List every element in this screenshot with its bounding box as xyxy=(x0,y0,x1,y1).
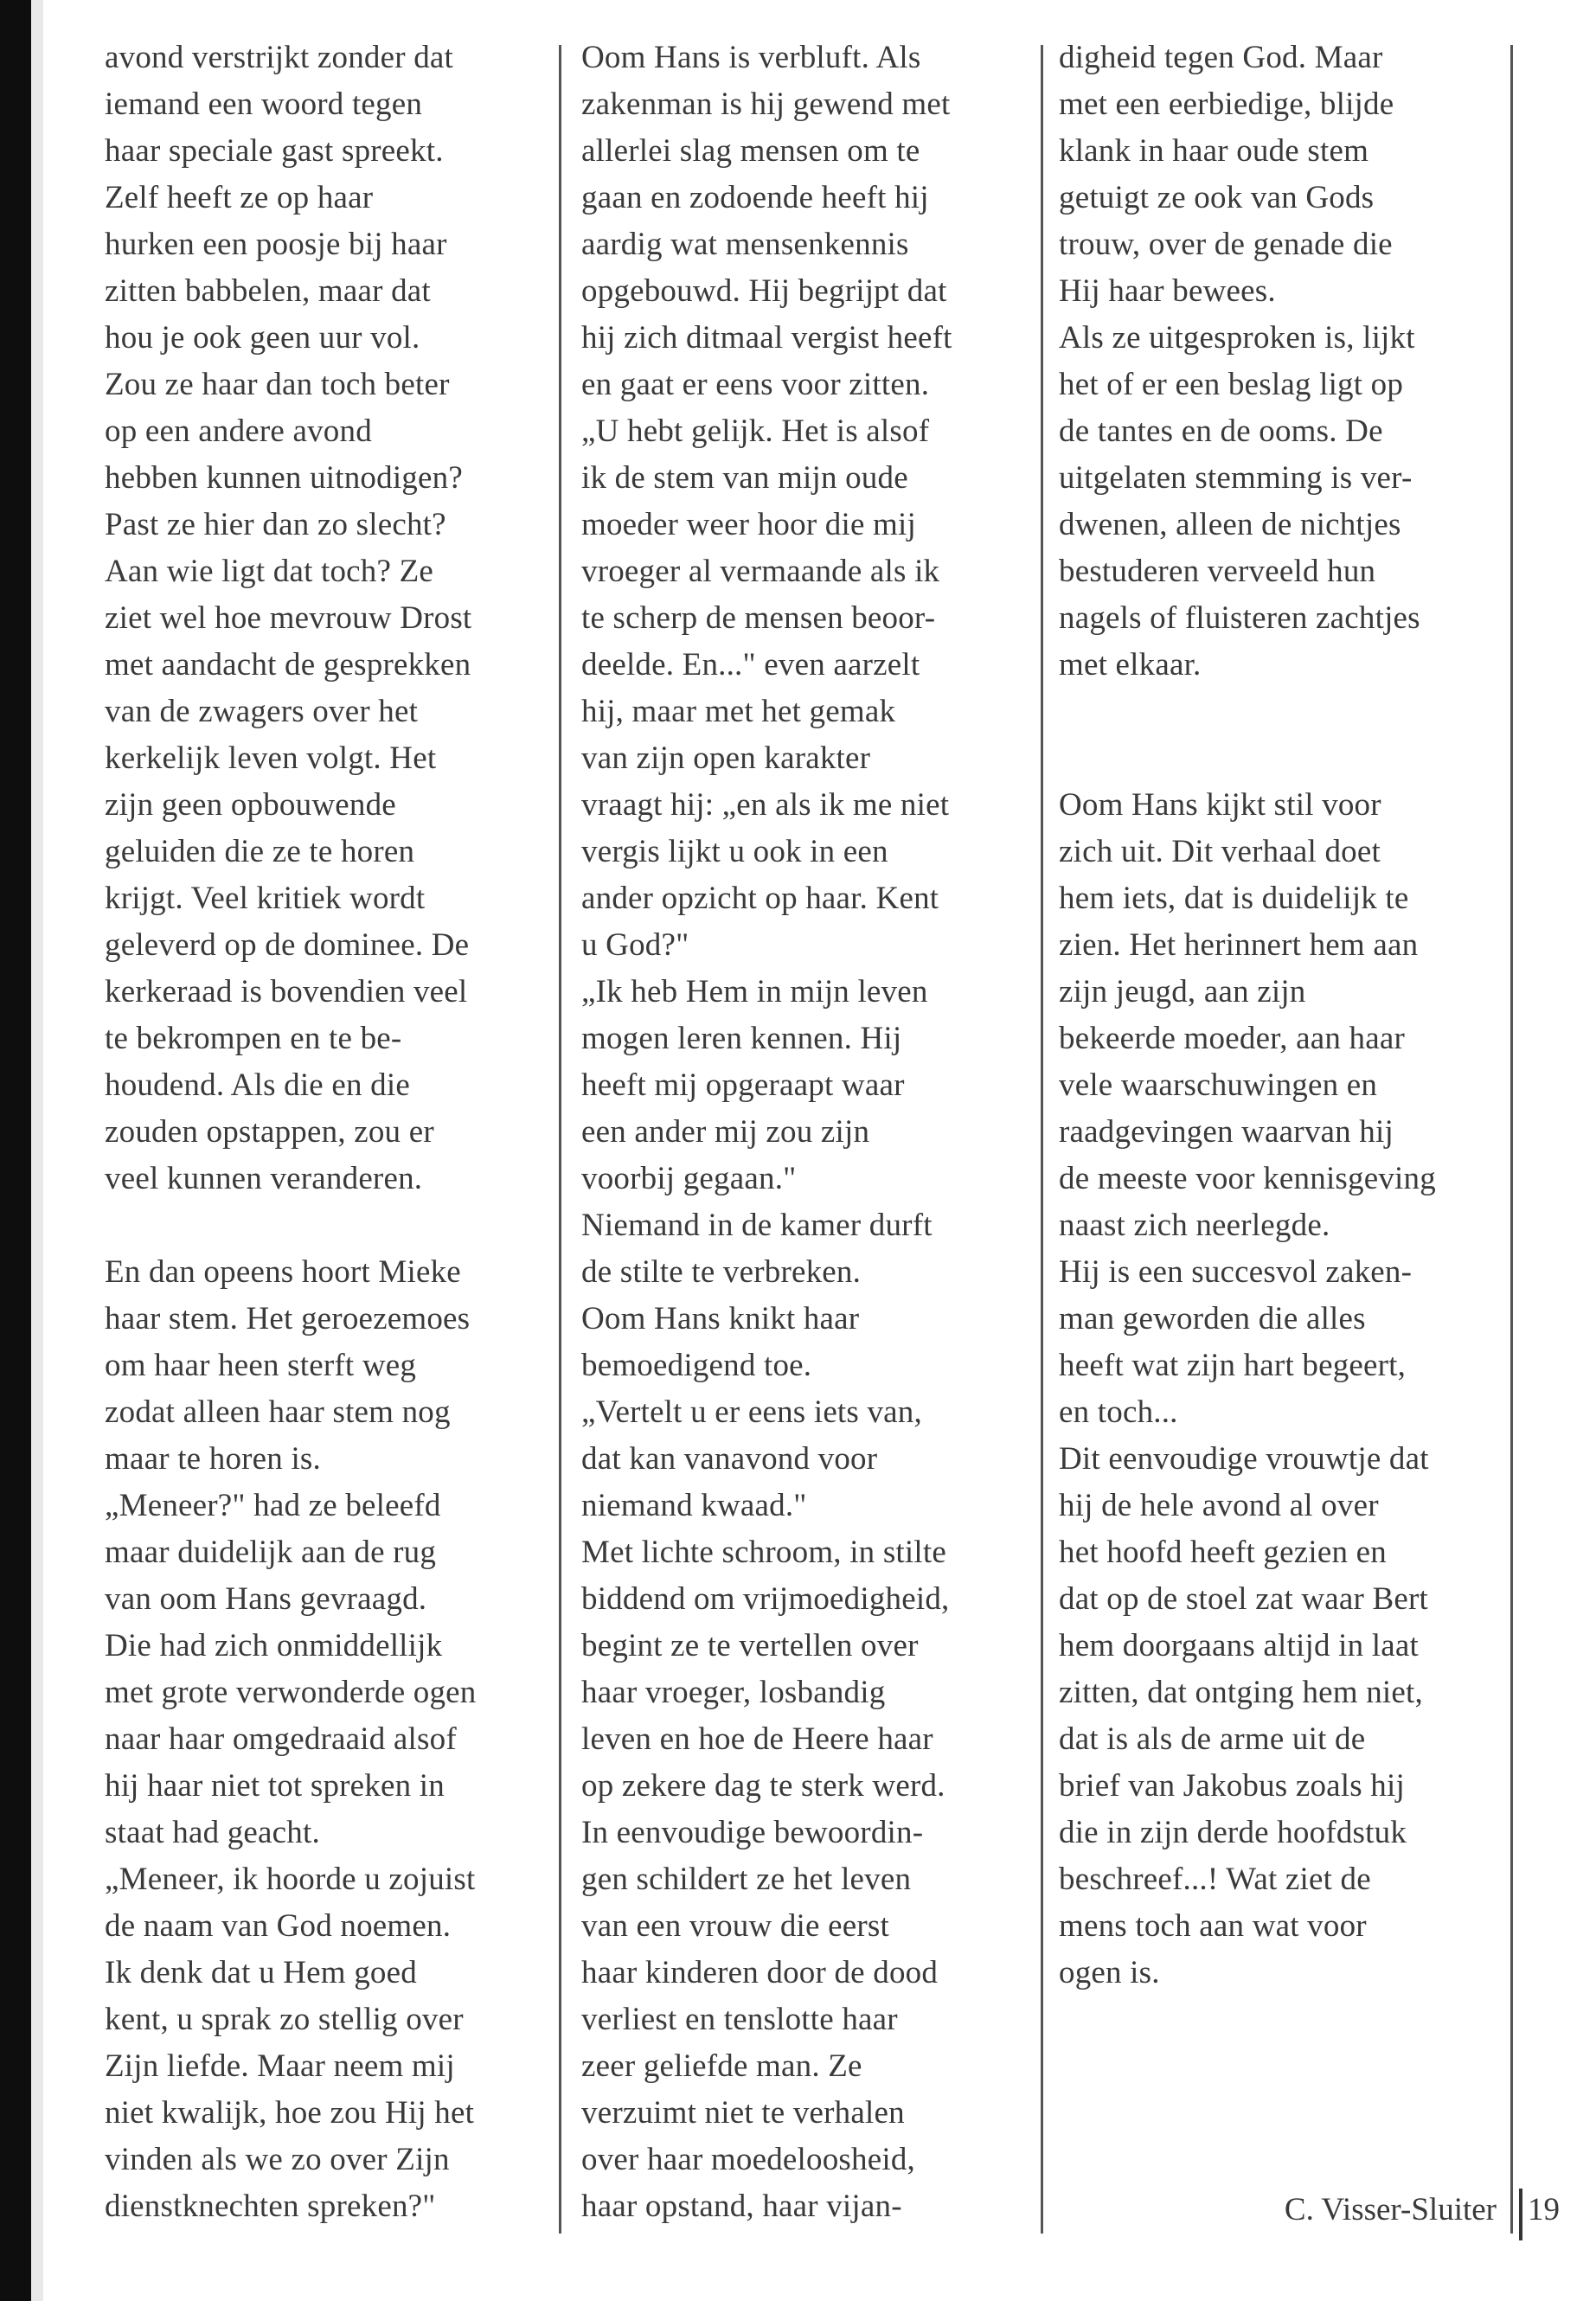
text-line: zouden opstappen, zou er xyxy=(105,1114,434,1150)
paragraph-gap xyxy=(1059,735,1509,782)
text-line: de tantes en de ooms. De xyxy=(1059,413,1383,449)
text-line: hurken een poosje bij haar xyxy=(105,227,447,262)
text-line: voorbij gegaan." xyxy=(581,1161,797,1196)
text-line: en toch... xyxy=(1059,1394,1178,1430)
text-line: bekeerde moeder, aan haar xyxy=(1059,1021,1405,1056)
text-line: hem iets, dat is duidelijk te xyxy=(1059,881,1409,916)
text-line: zien. Het herinnert hem aan xyxy=(1059,927,1419,963)
page-number: 19 xyxy=(1528,2192,1560,2227)
text-line: bestuderen verveeld hun xyxy=(1059,554,1376,589)
column-divider-2 xyxy=(1041,45,1043,2234)
text-line: „U hebt gelijk. Het is alsof xyxy=(581,413,930,449)
text-line: die in zijn derde hoofdstuk xyxy=(1059,1815,1407,1850)
text-line: bemoedigend toe. xyxy=(581,1348,812,1383)
text-line: biddend om vrijmoedigheid, xyxy=(581,1581,950,1617)
text-line: aardig wat mensenkennis xyxy=(581,227,909,262)
text-line: van zijn open karakter xyxy=(581,740,871,776)
text-line: te bekrompen en te be- xyxy=(105,1021,402,1056)
page-binding-shadow xyxy=(31,0,43,2301)
text-line: beschreef...! Wat ziet de xyxy=(1059,1862,1371,1897)
text-line: naar haar omgedraaid alsof xyxy=(105,1721,457,1757)
text-line: kerkeraad is bovendien veel xyxy=(105,974,468,1009)
text-line: van de zwagers over het xyxy=(105,694,419,729)
text-line: zitten babbelen, maar dat xyxy=(105,273,431,309)
text-line: Past ze hier dan zo slecht? xyxy=(105,507,446,542)
text-line: „Meneer, ik hoorde u zojuist xyxy=(105,1862,476,1897)
text-line: Met lichte schroom, in stilte xyxy=(581,1535,946,1570)
text-line: Hij haar bewees. xyxy=(1059,273,1276,309)
page-binding-edge xyxy=(0,0,31,2301)
text-line: over haar moedeloosheid, xyxy=(581,2142,915,2177)
text-line: Oom Hans kijkt stil voor xyxy=(1059,787,1381,823)
text-line: veel kunnen veranderen. xyxy=(105,1161,423,1196)
text-line: Oom Hans is verbluft. Als xyxy=(581,40,921,75)
text-column-3 xyxy=(1059,35,1509,1997)
text-line: opgebouwd. Hij begrijpt dat xyxy=(581,273,947,309)
text-line: Oom Hans knikt haar xyxy=(581,1301,860,1336)
text-line: Die had zich onmiddellijk xyxy=(105,1628,443,1663)
text-line: deelde. En..." even aarzelt xyxy=(581,647,920,683)
text-line: ziet wel hoe mevrouw Drost xyxy=(105,600,472,636)
text-line: houdend. Als die en die xyxy=(105,1067,410,1103)
page-number-divider xyxy=(1519,2189,1522,2240)
text-line: van een vrouw die eerst xyxy=(581,1908,889,1944)
text-line: hij haar niet tot spreken in xyxy=(105,1768,445,1804)
text-line: avond verstrijkt zonder dat xyxy=(105,40,454,75)
text-line: hij zich ditmaal vergist heeft xyxy=(581,320,952,356)
text-line: ogen is. xyxy=(1059,1955,1160,1990)
text-line: vinden als we zo over Zijn xyxy=(105,2142,450,2177)
text-line: geluiden die ze te horen xyxy=(105,834,415,869)
text-line: vraagt hij: „en als ik me niet xyxy=(581,787,950,823)
text-line: zijn jeugd, aan zijn xyxy=(1059,974,1306,1009)
text-line: heeft wat zijn hart begeert, xyxy=(1059,1348,1407,1383)
text-line: „Ik heb Hem in mijn leven xyxy=(581,974,928,1009)
text-line: digheid tegen God. Maar xyxy=(1059,40,1383,75)
text-line: uitgelaten stemming is ver- xyxy=(1059,460,1413,496)
text-line: en gaat er eens voor zitten. xyxy=(581,367,930,402)
text-line: u God?" xyxy=(581,927,689,963)
text-line: op een andere avond xyxy=(105,413,372,449)
text-line: dat is als de arme uit de xyxy=(1059,1721,1366,1757)
text-line: moeder weer hoor die mij xyxy=(581,507,916,542)
text-line: mens toch aan wat voor xyxy=(1059,1908,1367,1944)
paragraph-gap xyxy=(105,1202,554,1249)
text-line: zakenman is hij gewend met xyxy=(581,87,951,122)
text-line: gaan en zodoende heeft hij xyxy=(581,180,929,215)
text-line: Als ze uitgesproken is, lijkt xyxy=(1059,320,1415,356)
text-line: vergis lijkt u ook in een xyxy=(581,834,888,869)
text-line: „Meneer?" had ze beleefd xyxy=(105,1488,441,1523)
text-line: verliest en tenslotte haar xyxy=(581,2002,898,2037)
text-column-2 xyxy=(581,35,1033,2230)
text-line: kent, u sprak zo stellig over xyxy=(105,2002,464,2037)
text-line: maar te horen is. xyxy=(105,1441,321,1477)
text-line: zijn geen opbouwende xyxy=(105,787,396,823)
text-line: iemand een woord tegen xyxy=(105,87,423,122)
text-line: geleverd op de dominee. De xyxy=(105,927,470,963)
text-line: hem doorgaans altijd in laat xyxy=(1059,1628,1419,1663)
text-line: dwenen, alleen de nichtjes xyxy=(1059,507,1401,542)
text-line: niemand kwaad." xyxy=(581,1488,807,1523)
text-line: raadgevingen waarvan hij xyxy=(1059,1114,1394,1150)
text-line: dat op de stoel zat waar Bert xyxy=(1059,1581,1429,1617)
text-line: In eenvoudige bewoordin- xyxy=(581,1815,924,1850)
text-line: krijgt. Veel kritiek wordt xyxy=(105,881,426,916)
text-line: hij, maar met het gemak xyxy=(581,694,896,729)
text-line: ander opzicht op haar. Kent xyxy=(581,881,939,916)
text-line: En dan opeens hoort Mieke xyxy=(105,1254,461,1290)
text-line: brief van Jakobus zoals hij xyxy=(1059,1768,1405,1804)
text-line: van oom Hans gevraagd. xyxy=(105,1581,427,1617)
text-line: haar kinderen door de dood xyxy=(581,1955,939,1990)
text-line: dienstknechten spreken?" xyxy=(105,2189,436,2224)
text-line: vroeger al vermaande als ik xyxy=(581,554,940,589)
text-line: vele waarschuwingen en xyxy=(1059,1067,1378,1103)
text-line: ik de stem van mijn oude xyxy=(581,460,908,496)
text-line: gen schildert ze het leven xyxy=(581,1862,912,1897)
column-divider-3 xyxy=(1510,45,1513,2234)
author-credit: C. Visser-Sluiter xyxy=(1284,2192,1497,2227)
text-line: Hij is een succesvol zaken- xyxy=(1059,1254,1413,1290)
text-line: haar vroeger, losbandig xyxy=(581,1675,886,1710)
paragraph-gap xyxy=(1059,689,1509,735)
text-line: Aan wie ligt dat toch? Ze xyxy=(105,554,434,589)
text-line: te scherp de mensen beoor- xyxy=(581,600,936,636)
text-line: met een eerbiedige, blijde xyxy=(1059,87,1394,122)
column-divider-1 xyxy=(559,45,561,2234)
text-line: Ik denk dat u Hem goed xyxy=(105,1955,417,1990)
text-line: de naam van God noemen. xyxy=(105,1908,452,1944)
text-line: een ander mij zou zijn xyxy=(581,1114,870,1150)
text-line: op zekere dag te sterk werd. xyxy=(581,1768,945,1804)
text-line: naast zich neerlegde. xyxy=(1059,1208,1330,1243)
text-line: Dit eenvoudige vrouwtje dat xyxy=(1059,1441,1429,1477)
text-line: de meeste voor kennisgeving xyxy=(1059,1161,1436,1196)
text-line: man geworden die alles xyxy=(1059,1301,1366,1336)
text-line: allerlei slag mensen om te xyxy=(581,133,920,169)
text-line: heeft mij opgeraapt waar xyxy=(581,1067,905,1103)
text-line: met elkaar. xyxy=(1059,647,1202,683)
text-line: het hoofd heeft gezien en xyxy=(1059,1535,1387,1570)
text-line: verzuimt niet te verhalen xyxy=(581,2095,905,2131)
text-line: met grote verwonderde ogen xyxy=(105,1675,477,1710)
text-line: Zelf heeft ze op haar xyxy=(105,180,374,215)
text-line: klank in haar oude stem xyxy=(1059,133,1369,169)
text-line: „Vertelt u er eens iets van, xyxy=(581,1394,922,1430)
text-line: de stilte te verbreken. xyxy=(581,1254,862,1290)
text-line: het of er een beslag ligt op xyxy=(1059,367,1404,402)
text-line: hij de hele avond al over xyxy=(1059,1488,1379,1523)
text-line: om haar heen sterft weg xyxy=(105,1348,417,1383)
text-line: begint ze te vertellen over xyxy=(581,1628,919,1663)
text-line: nagels of fluisteren zachtjes xyxy=(1059,600,1420,636)
text-line: Zijn liefde. Maar neem mij xyxy=(105,2048,455,2084)
text-line: leven en hoe de Heere haar xyxy=(581,1721,933,1757)
text-line: zitten, dat ontging hem niet, xyxy=(1059,1675,1423,1710)
text-line: niet kwalijk, hoe zou Hij het xyxy=(105,2095,475,2131)
text-line: Zou ze haar dan toch beter xyxy=(105,367,450,402)
text-line: mogen leren kennen. Hij xyxy=(581,1021,902,1056)
text-line: zodat alleen haar stem nog xyxy=(105,1394,451,1430)
text-line: trouw, over de genade die xyxy=(1059,227,1393,262)
text-line: haar speciale gast spreekt. xyxy=(105,133,444,169)
text-line: hebben kunnen uitnodigen? xyxy=(105,460,463,496)
text-line: dat kan vanavond voor xyxy=(581,1441,878,1477)
text-line: met aandacht de gesprekken xyxy=(105,647,471,683)
text-line: zich uit. Dit verhaal doet xyxy=(1059,834,1381,869)
text-line: maar duidelijk aan de rug xyxy=(105,1535,437,1570)
text-line: Niemand in de kamer durft xyxy=(581,1208,933,1243)
text-line: haar stem. Het geroezemoes xyxy=(105,1301,471,1336)
text-line: zeer geliefde man. Ze xyxy=(581,2048,862,2084)
text-line: kerkelijk leven volgt. Het xyxy=(105,740,437,776)
text-line: haar opstand, haar vijan- xyxy=(581,2189,902,2224)
text-line: staat had geacht. xyxy=(105,1815,320,1850)
text-line: getuigt ze ook van Gods xyxy=(1059,180,1375,215)
text-column-1 xyxy=(105,35,554,2230)
text-line: hou je ook geen uur vol. xyxy=(105,320,420,356)
